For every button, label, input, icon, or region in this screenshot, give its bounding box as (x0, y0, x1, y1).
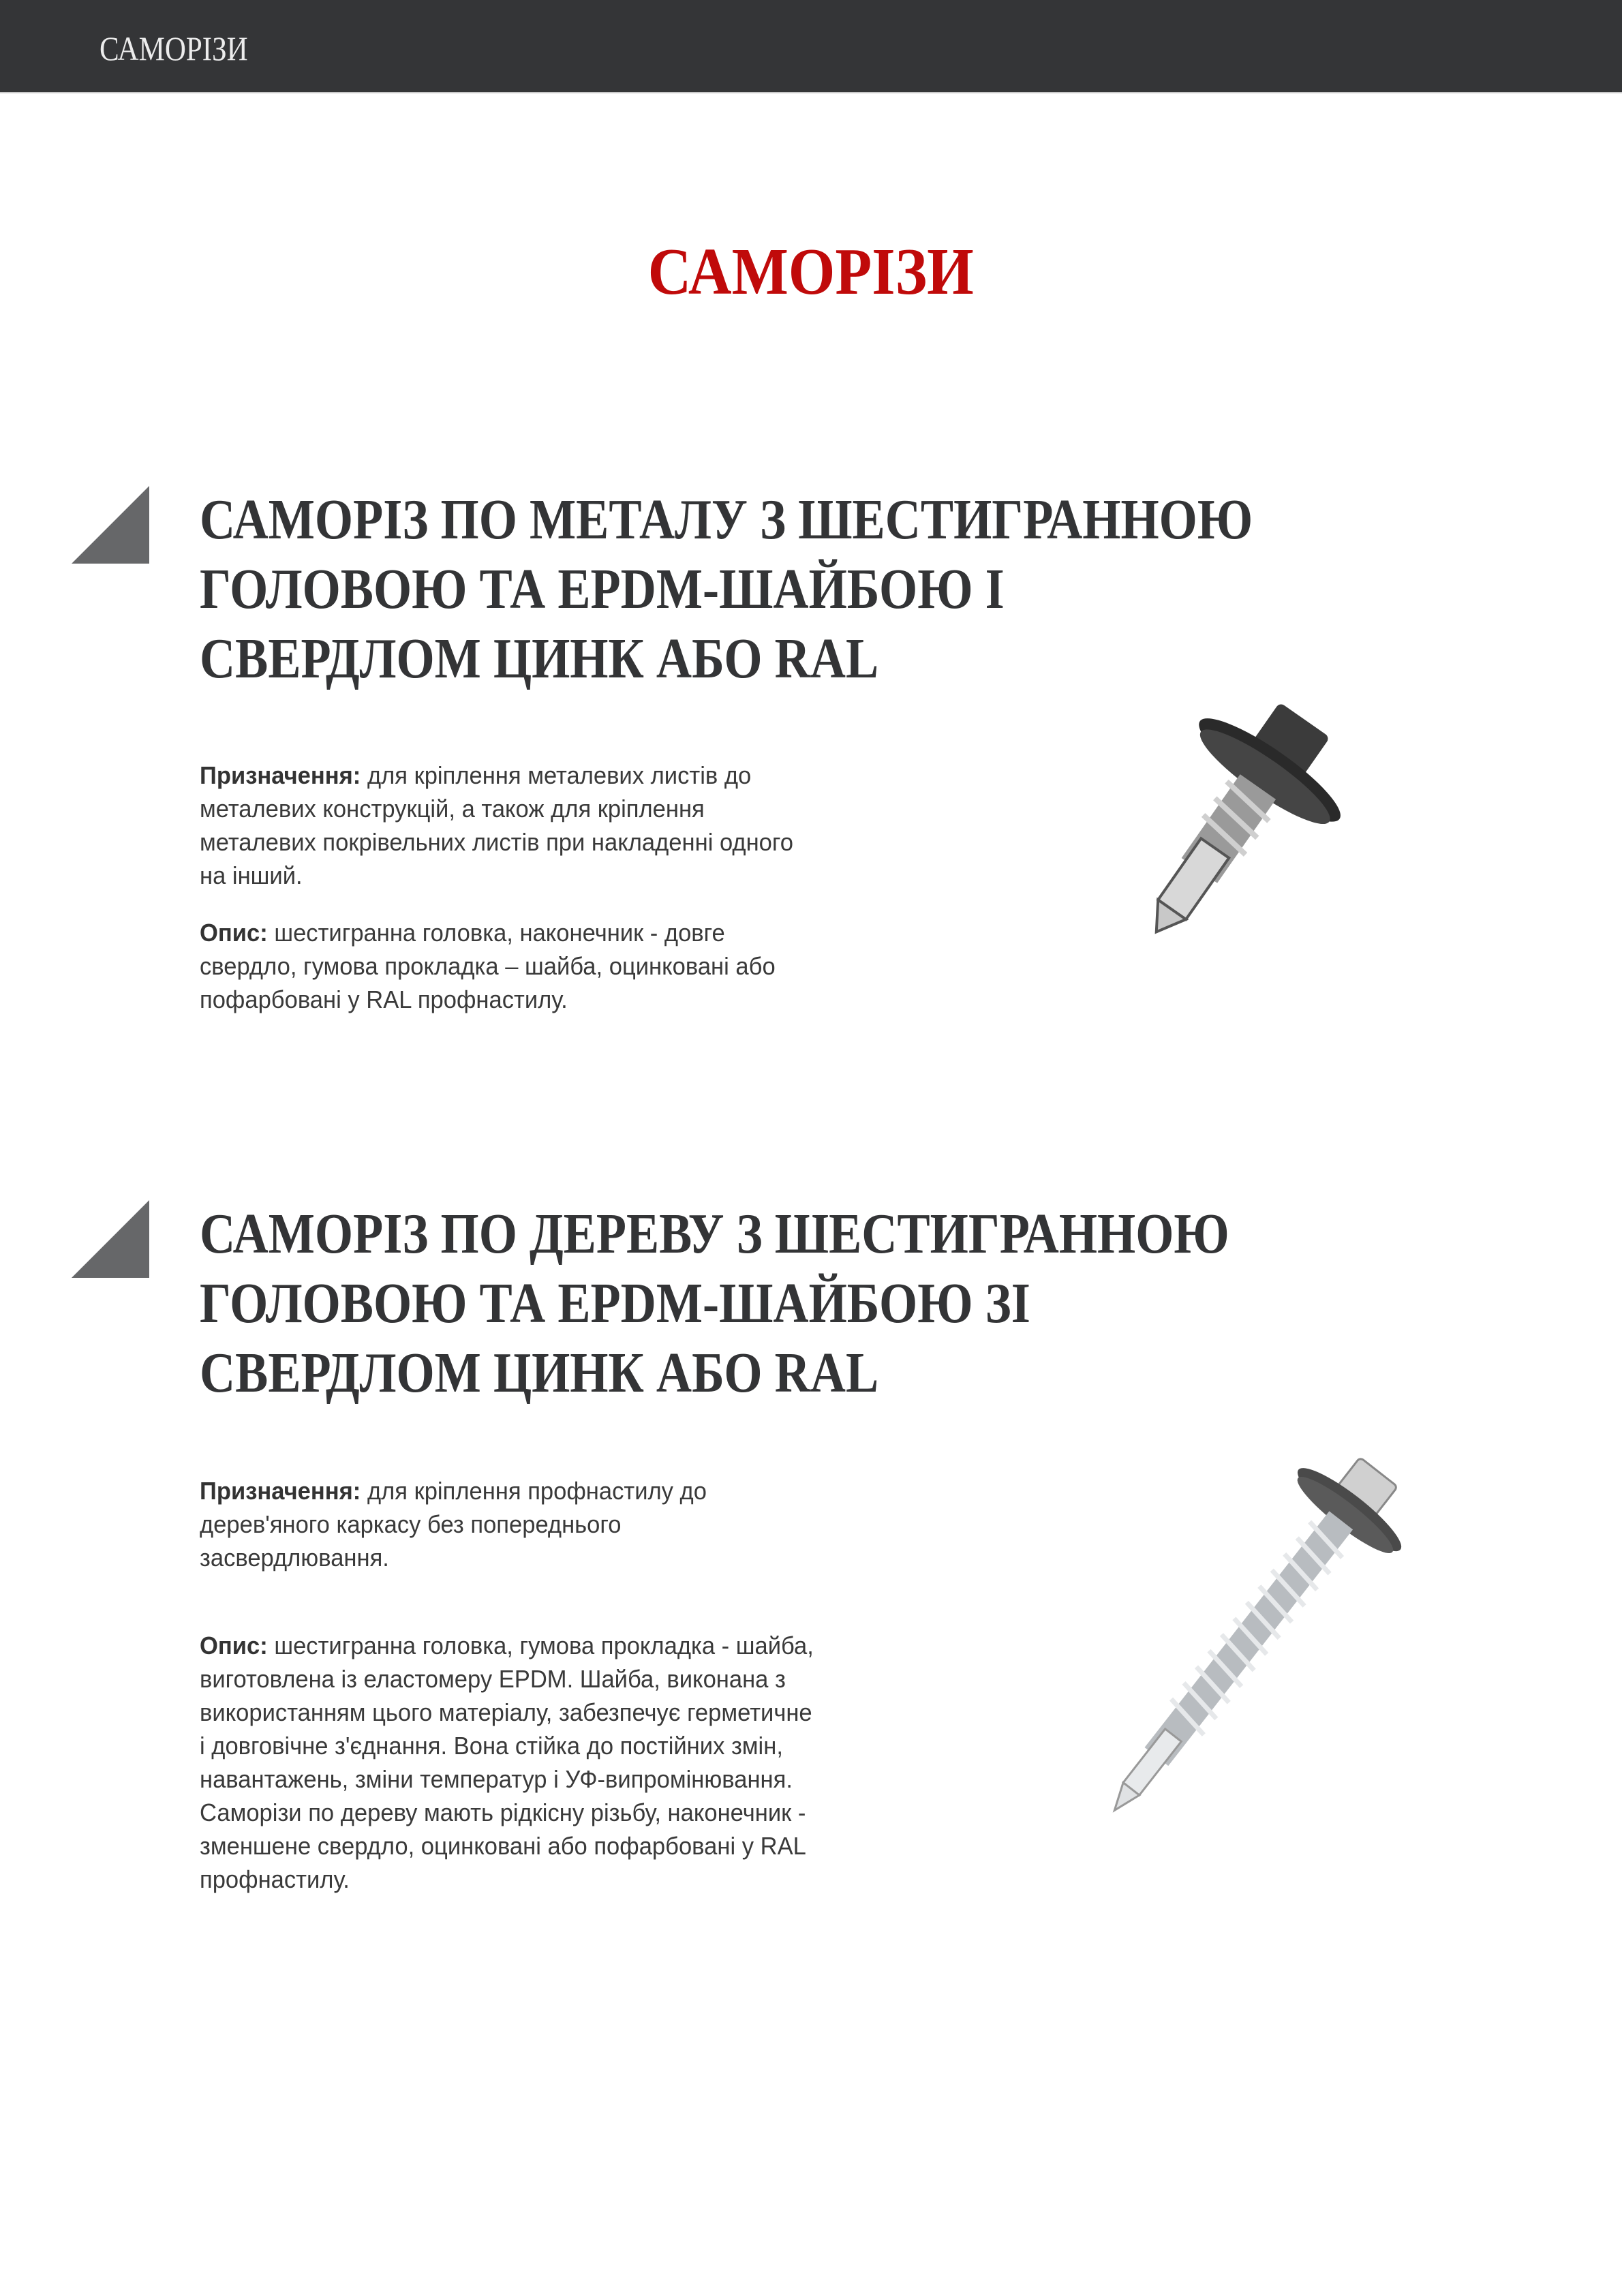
description-paragraph: Опис: шестигранна головка, гумова прокладка - шайба, виготовлена із еластомеру EPDM. Шайба, виконана з використанням цього матеріалу, забезпечує герметичне і довговічне з'єднання. Вона стійка до постійних змін, навантажень, зміни температур і УФ-випромінювання. Саморізи по дереву мають рідкісну різьбу, наконечник - зменшене свердло, оцинковані або пофарбовані у RAL профнастилу. (200, 1632, 814, 1893)
corner-triangle-icon (72, 486, 149, 564)
purpose-paragraph: Призначення: для кріплення металевих листів до металевих конструкцій, а також для кріплення металевих покрівельних листів при накладенні одного на інший. (200, 761, 793, 889)
section-title: САМОРІЗ ПО МЕТАЛУ З ШЕСТИГРАННОЮ ГОЛОВОЮ ТА EPDM-ШАЙБОЮ І СВЕРДЛОМ ЦИНК АБО RAL (200, 488, 1253, 690)
description-paragraph: Опис: шестигранна головка, наконечник - довге свердло, гумова прокладка – шайба, оцинковані або пофарбовані у RAL профнастилу. (200, 919, 776, 1013)
description-label: Опис: (200, 1632, 268, 1659)
corner-triangle-icon (72, 1200, 149, 1278)
purpose-paragraph: Призначення: для кріплення профнастилу до дерев'яного каркасу без попереднього засвердлювання. (200, 1477, 707, 1572)
purpose-label: Призначення: (200, 761, 361, 789)
purpose-label: Призначення: (200, 1477, 361, 1505)
page-title: САМОРІЗИ (647, 235, 975, 309)
header-title: САМОРІЗИ (100, 29, 248, 67)
description-label: Опис: (200, 919, 268, 947)
header-bar (0, 0, 1622, 93)
metal-screw-image (1022, 682, 1377, 1050)
wood-screw-image (1009, 1418, 1472, 1881)
section-title: САМОРІЗ ПО ДЕРЕВУ З ШЕСТИГРАННОЮ ГОЛОВОЮ ТА EPDM-ШАЙБОЮ ЗІ СВЕРДЛОМ ЦИНК АБО RAL (200, 1202, 1229, 1405)
